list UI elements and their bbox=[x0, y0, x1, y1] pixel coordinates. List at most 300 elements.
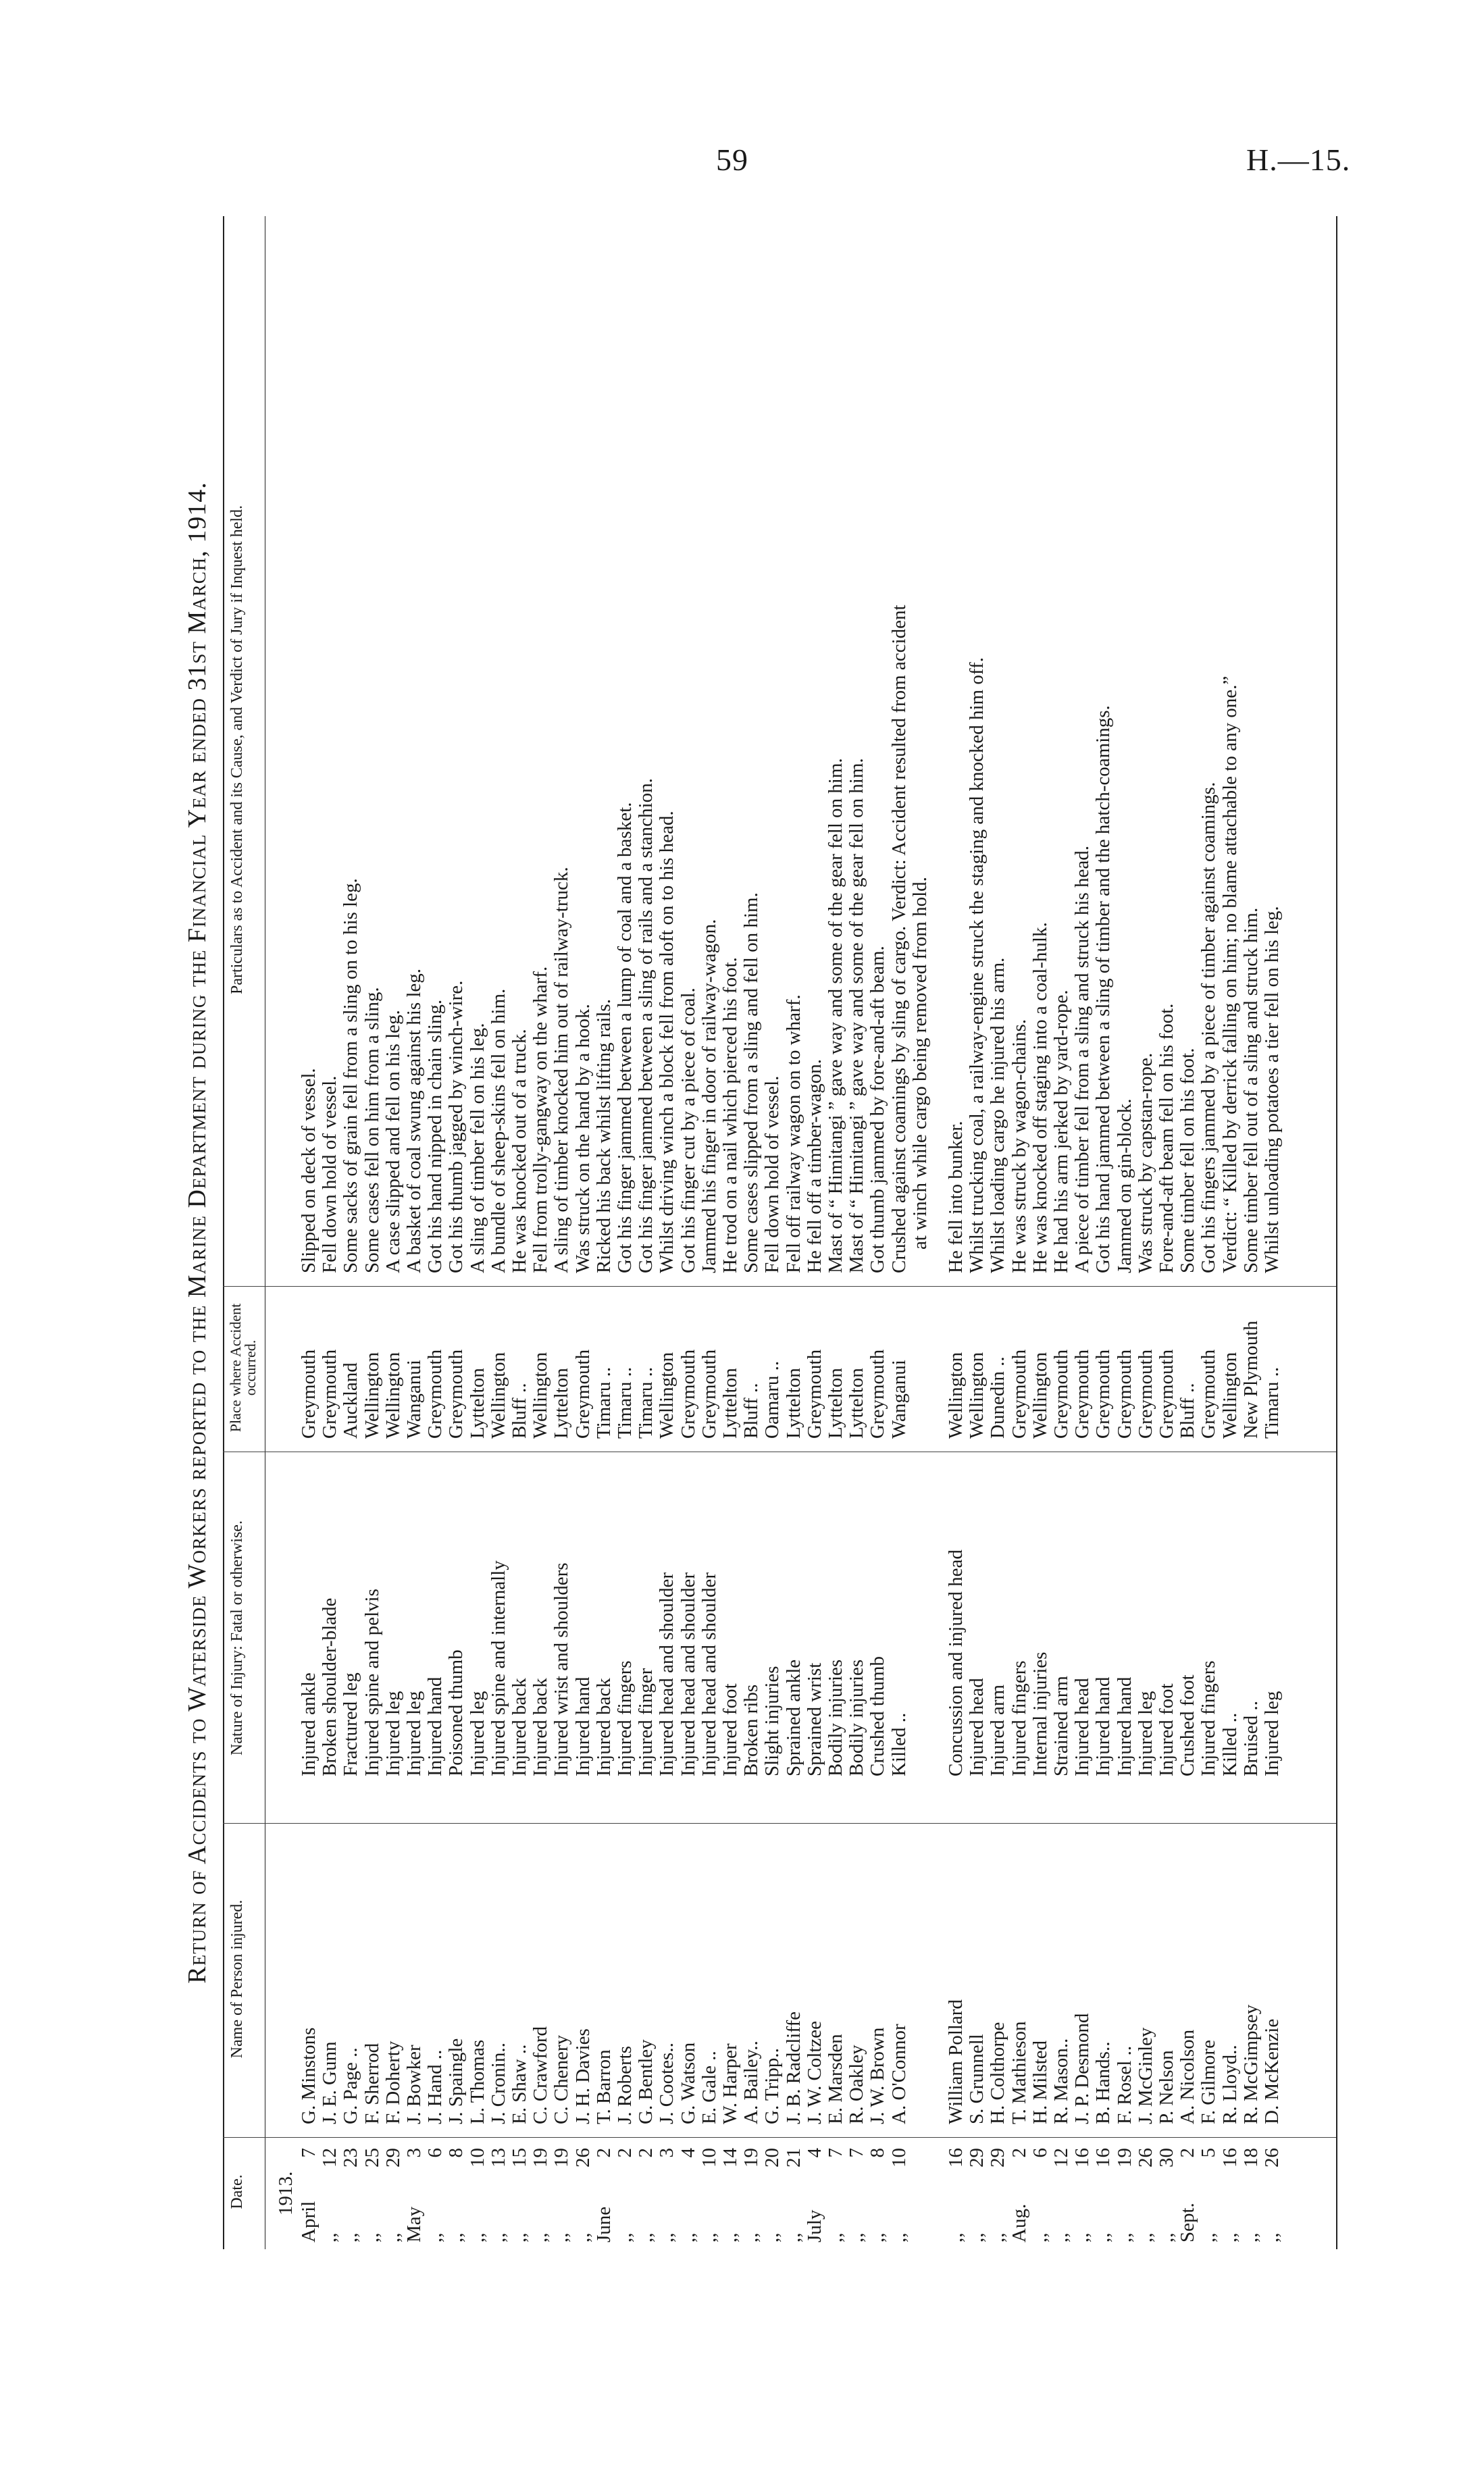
accident-particulars: Fell down hold of vessel. bbox=[319, 1075, 341, 1273]
date-month: ,, bbox=[761, 2232, 784, 2242]
accident-place: Lyttelton bbox=[782, 1368, 804, 1439]
accident-particulars: Fore-and-aft beam fell on his foot. bbox=[1156, 1003, 1177, 1273]
accident-place: Greymouth bbox=[571, 1349, 594, 1439]
person-name: J. H. Davies bbox=[571, 2028, 594, 2124]
date-month: ,, bbox=[966, 2232, 988, 2242]
table-top-rule bbox=[223, 216, 224, 2249]
date-day: 2 bbox=[614, 2148, 636, 2158]
person-name: R. McGimpsey bbox=[1239, 2004, 1262, 2124]
year-label: 1913. bbox=[275, 2171, 297, 2215]
accident-particulars: Got his hand jammed between a sling of timber and the hatch-coamings. bbox=[1092, 705, 1115, 1273]
accident-place: Greymouth bbox=[1092, 1349, 1115, 1439]
person-name: E. Shaw .. bbox=[509, 2044, 530, 2124]
date-day: 20 bbox=[761, 2148, 784, 2167]
date-month: ,, bbox=[1156, 2232, 1177, 2242]
table-row bbox=[509, 216, 530, 2249]
injury-nature: Injured foot bbox=[1156, 1683, 1177, 1776]
accident-place: Oamaru .. bbox=[761, 1360, 784, 1439]
table-row bbox=[1198, 216, 1219, 2249]
date-day: 26 bbox=[571, 2148, 594, 2167]
date-month: ,, bbox=[509, 2232, 530, 2242]
accident-place: Greymouth bbox=[677, 1349, 699, 1439]
table-row bbox=[1030, 216, 1051, 2249]
injury-nature: Injured foot bbox=[719, 1683, 741, 1776]
table-row bbox=[699, 216, 720, 2249]
person-name: R. Mason.. bbox=[1050, 2038, 1072, 2124]
table-row bbox=[720, 216, 741, 2249]
table-row bbox=[425, 216, 446, 2249]
date-day: 2 bbox=[635, 2148, 657, 2158]
person-name: J. P. Desmond bbox=[1071, 2013, 1094, 2124]
table-row bbox=[1177, 216, 1198, 2249]
injury-nature: Injured arm bbox=[987, 1684, 1009, 1776]
accident-place: Greymouth bbox=[803, 1349, 825, 1439]
date-day: 29 bbox=[966, 2148, 988, 2167]
person-name: C. Chenery bbox=[551, 2034, 573, 2124]
injury-nature: Injured fingers bbox=[1008, 1660, 1030, 1776]
table-row bbox=[1051, 216, 1072, 2249]
date-month: Aug. bbox=[1008, 2203, 1030, 2242]
accident-particulars: Some cases slipped from a sling and fell on him. bbox=[740, 892, 763, 1273]
column-header-date: Date. bbox=[228, 2174, 246, 2209]
person-name: D. McKenzie bbox=[1261, 2018, 1283, 2124]
injury-nature: Internal injuries bbox=[1029, 1651, 1051, 1776]
accident-return-table bbox=[182, 216, 1351, 2249]
table-row bbox=[636, 216, 657, 2249]
accident-particulars: Slipped on deck of vessel. bbox=[298, 1068, 319, 1273]
table-row bbox=[1072, 216, 1093, 2249]
person-name: J. Spaingle bbox=[445, 2038, 467, 2124]
accident-place: Greymouth bbox=[445, 1349, 467, 1439]
accident-particulars: Fell from trolly-gangway on the wharf. bbox=[530, 966, 552, 1273]
accident-particulars: Mast of “ Himitangi ” gave way and some of the gear fell on him. bbox=[825, 758, 846, 1273]
table-row bbox=[1009, 216, 1030, 2249]
accident-place: Bluff .. bbox=[509, 1383, 530, 1439]
accident-particulars: Some sacks of grain fell from a sling on to his leg. bbox=[340, 878, 362, 1273]
date-month: ,, bbox=[1071, 2232, 1094, 2242]
table-row bbox=[988, 216, 1008, 2249]
accident-place: Lyttelton bbox=[466, 1368, 488, 1439]
page-reference: H.—15. bbox=[1246, 143, 1351, 177]
injury-nature: Injured back bbox=[530, 1678, 552, 1776]
accident-particulars: Got his finger jammed between a lump of coal and a basket. bbox=[614, 802, 636, 1273]
accident-particulars: Whilst loading cargo he injured his arm. bbox=[987, 957, 1009, 1273]
accident-particulars: He trod on a nail which pierced his foot. bbox=[719, 957, 741, 1273]
accident-particulars: Whilst trucking coal, a railway-engine struck the staging and knocked him off. bbox=[966, 657, 988, 1273]
injury-nature: Slight injuries bbox=[761, 1666, 784, 1776]
table-row bbox=[1115, 216, 1135, 2249]
date-month: ,, bbox=[656, 2232, 678, 2242]
date-month: ,, bbox=[1113, 2232, 1135, 2242]
person-name: J. Hand .. bbox=[424, 2049, 446, 2124]
person-name: J. Cootes.. bbox=[656, 2043, 678, 2124]
injury-nature: Injured hand bbox=[424, 1676, 446, 1776]
date-month: ,, bbox=[740, 2232, 763, 2242]
column-header-place: Place where Accident occurred. bbox=[227, 1303, 259, 1433]
table-title: Return of Accidents to Waterside Workers reported to the Marine Department during the Financial Year ended 31st March, 1914. bbox=[183, 482, 211, 1984]
date-month: April bbox=[298, 2201, 319, 2242]
date-month: ,, bbox=[846, 2232, 868, 2242]
person-name: J. Roberts bbox=[614, 2046, 636, 2124]
date-day: 4 bbox=[677, 2148, 699, 2158]
accident-particulars: He had his arm jerked by yard-rope. bbox=[1050, 990, 1072, 1273]
table-row bbox=[657, 216, 677, 2249]
injury-nature: Killed .. bbox=[888, 1712, 910, 1776]
date-month: ,, bbox=[361, 2232, 383, 2242]
accident-place: Greymouth bbox=[319, 1349, 341, 1439]
date-day: 8 bbox=[445, 2148, 467, 2158]
person-name: J. Bowker bbox=[403, 2045, 425, 2124]
date-day: 10 bbox=[466, 2148, 488, 2167]
person-name: P. Nelson bbox=[1156, 2050, 1177, 2124]
date-day: 12 bbox=[1050, 2148, 1072, 2167]
accident-particulars: A sling of timber fell on his leg. bbox=[466, 1023, 488, 1273]
table-row bbox=[946, 216, 967, 2249]
injury-nature: Sprained ankle bbox=[782, 1659, 804, 1776]
table-row bbox=[1262, 216, 1283, 2249]
injury-nature: Injured head and shoulder bbox=[698, 1572, 720, 1776]
table-row bbox=[573, 216, 594, 2249]
date-month: ,, bbox=[867, 2232, 889, 2242]
injury-nature: Injured leg bbox=[466, 1691, 488, 1776]
date-day: 10 bbox=[698, 2148, 720, 2167]
date-month: ,, bbox=[551, 2232, 573, 2242]
date-day: 7 bbox=[825, 2148, 846, 2158]
date-day: 16 bbox=[1071, 2148, 1094, 2167]
accident-place: Greymouth bbox=[1113, 1349, 1135, 1439]
date-day: 15 bbox=[509, 2148, 530, 2167]
table-row bbox=[762, 216, 783, 2249]
date-month: ,, bbox=[1050, 2232, 1072, 2242]
person-name: G. Bentley bbox=[635, 2039, 657, 2124]
date-month: ,, bbox=[945, 2232, 967, 2242]
table-row bbox=[299, 216, 319, 2249]
table-row bbox=[846, 216, 867, 2249]
accident-particulars: Mast of “ Himitangi ” gave way and some of the gear fell on him. bbox=[846, 758, 868, 1273]
date-month: ,, bbox=[888, 2232, 910, 2242]
injury-nature: Injured back bbox=[509, 1678, 530, 1776]
table-row bbox=[404, 216, 425, 2249]
column-header-particulars: Particulars as to Accident and its Cause, and Verdict of Jury if Inquest held. bbox=[228, 505, 246, 995]
person-name: F. Gilmore bbox=[1198, 2040, 1220, 2124]
date-month: ,, bbox=[1261, 2232, 1283, 2242]
accident-place: Timaru .. bbox=[635, 1366, 657, 1439]
date-month: ,, bbox=[698, 2232, 720, 2242]
accident-particulars: He fell off a timber-wagon. bbox=[803, 1059, 825, 1273]
table-bottom-rule bbox=[1336, 216, 1337, 2249]
injury-nature: Crushed foot bbox=[1177, 1674, 1199, 1776]
accident-place: Wellington bbox=[487, 1352, 509, 1439]
person-name: J. Cronin.. bbox=[487, 2043, 509, 2124]
person-name: R. Oakley bbox=[846, 2045, 868, 2124]
date-month: June bbox=[592, 2206, 615, 2242]
accident-place: Lyttelton bbox=[551, 1368, 573, 1439]
accident-particulars: Verdict: “ Killed by derrick falling on him; no blame attachable to any one.” bbox=[1219, 675, 1241, 1273]
accident-particulars: A basket of coal swung against his leg. bbox=[403, 968, 425, 1273]
injury-nature: Fractured leg bbox=[340, 1672, 362, 1776]
date-month: Sept. bbox=[1177, 2203, 1199, 2242]
date-month: ,, bbox=[445, 2232, 467, 2242]
accident-place: Greymouth bbox=[1008, 1349, 1030, 1439]
person-name: A. Bailey.. bbox=[740, 2041, 763, 2124]
injury-nature: Bodily injuries bbox=[846, 1659, 868, 1776]
accident-particulars: A piece of timber fell from a sling and struck his head. bbox=[1071, 846, 1094, 1273]
date-month: ,, bbox=[1134, 2232, 1156, 2242]
date-month: ,, bbox=[635, 2232, 657, 2242]
date-day: 10 bbox=[888, 2148, 910, 2167]
person-name: S. Grunnell bbox=[966, 2034, 988, 2124]
person-name: H. Milsted bbox=[1029, 2040, 1051, 2124]
injury-nature: Injured hand bbox=[571, 1676, 594, 1776]
injury-nature: Injured head and shoulder bbox=[656, 1572, 678, 1776]
accident-particulars: Fell down hold of vessel. bbox=[761, 1075, 784, 1273]
accident-particulars: Crushed against coamings by sling of cargo. Verdict: Accident resulted from accident bbox=[888, 605, 910, 1273]
date-month: ,, bbox=[319, 2232, 341, 2242]
accident-particulars: Fell off railway wagon on to wharf. bbox=[782, 994, 804, 1273]
table-row bbox=[340, 216, 361, 2249]
accident-place: Timaru .. bbox=[1261, 1366, 1283, 1439]
injury-nature: Injured hand bbox=[1113, 1676, 1135, 1776]
table-row bbox=[446, 216, 467, 2249]
person-name: G. Minstons bbox=[298, 2027, 319, 2124]
injury-nature: Sprained wrist bbox=[803, 1662, 825, 1776]
date-month: ,, bbox=[1092, 2232, 1115, 2242]
column-header-injury: Nature of Injury: Fatal or otherwise. bbox=[228, 1520, 246, 1755]
accident-particulars: Some cases fell on him from a sling. bbox=[361, 987, 383, 1273]
injury-nature: Injured hand bbox=[1092, 1676, 1115, 1776]
table-row bbox=[467, 216, 488, 2249]
date-day: 26 bbox=[1261, 2148, 1283, 2167]
accident-place: Wellington bbox=[945, 1352, 967, 1439]
table-row bbox=[551, 216, 572, 2249]
accident-place: New Plymouth bbox=[1239, 1320, 1262, 1439]
injury-nature: Injured head and shoulder bbox=[677, 1572, 699, 1776]
person-name: J. E. Gunn bbox=[319, 2041, 341, 2124]
injury-nature: Broken shoulder-blade bbox=[319, 1597, 341, 1776]
injury-nature: Concussion and injured head bbox=[945, 1549, 967, 1776]
accident-particulars: Ricked his back whilst lifting rails. bbox=[592, 999, 615, 1273]
date-month: ,, bbox=[571, 2232, 594, 2242]
date-month: ,, bbox=[340, 2232, 362, 2242]
table-row bbox=[1135, 216, 1156, 2249]
table-row bbox=[362, 216, 383, 2249]
accident-place: Greymouth bbox=[1050, 1349, 1072, 1439]
date-day: 21 bbox=[782, 2148, 804, 2167]
injury-nature: Bodily injuries bbox=[825, 1659, 846, 1776]
accident-place: Wanganui bbox=[888, 1360, 910, 1439]
accident-place: Auckland bbox=[340, 1362, 362, 1439]
person-name: A. Nicolson bbox=[1177, 2029, 1199, 2124]
date-day: 6 bbox=[1029, 2148, 1051, 2158]
date-month: ,, bbox=[487, 2232, 509, 2242]
table-row bbox=[889, 216, 910, 2249]
date-month: May bbox=[403, 2206, 425, 2242]
date-month: ,, bbox=[987, 2232, 1009, 2242]
person-name: T. Barron bbox=[592, 2049, 615, 2124]
date-day: 30 bbox=[1156, 2148, 1177, 2167]
accident-place: Wellington bbox=[1029, 1352, 1051, 1439]
date-month: ,, bbox=[424, 2232, 446, 2242]
injury-nature: Injured spine and pelvis bbox=[361, 1589, 383, 1776]
accident-place: Greymouth bbox=[424, 1349, 446, 1439]
accident-particulars: He was struck by wagon-chains. bbox=[1008, 1019, 1030, 1273]
accident-place: Timaru .. bbox=[614, 1366, 636, 1439]
accident-particulars: Jammed his finger in door of railway-wagon. bbox=[698, 919, 720, 1273]
person-name: F. Doherty bbox=[382, 2041, 404, 2124]
accident-particulars: Jammed on gin-block. bbox=[1113, 1098, 1135, 1273]
accident-place: Lyttelton bbox=[825, 1368, 846, 1439]
table-row bbox=[383, 216, 404, 2249]
injury-nature: Injured fingers bbox=[614, 1660, 636, 1776]
injury-nature: Killed .. bbox=[1219, 1712, 1241, 1776]
accident-particulars: Got his finger cut by a piece of coal. bbox=[677, 987, 699, 1273]
accident-particulars: He was knocked out of a truck. bbox=[509, 1029, 530, 1273]
accident-place: Wellington bbox=[530, 1352, 552, 1439]
table-row bbox=[488, 216, 509, 2249]
person-name: G. Watson bbox=[677, 2042, 699, 2124]
date-day: 16 bbox=[1219, 2148, 1241, 2167]
person-name: F. Rosel .. bbox=[1113, 2045, 1135, 2124]
date-day: 25 bbox=[361, 2148, 383, 2167]
accident-place: Wellington bbox=[1219, 1352, 1241, 1439]
table-row bbox=[1241, 216, 1262, 2249]
injury-nature: Injured wrist and shoulders bbox=[551, 1562, 573, 1776]
person-name: J. W. Brown bbox=[867, 2027, 889, 2124]
date-day: 14 bbox=[719, 2148, 741, 2167]
injury-nature: Injured fingers bbox=[1198, 1660, 1220, 1776]
injury-nature: Poisoned thumb bbox=[445, 1649, 467, 1776]
table-grid bbox=[223, 216, 1337, 2249]
person-name: F. Sherrod bbox=[361, 2043, 383, 2124]
accident-place: Greymouth bbox=[867, 1349, 889, 1439]
table-row bbox=[1093, 216, 1114, 2249]
date-month: ,, bbox=[1219, 2232, 1241, 2242]
person-name: J. W. Coltzee bbox=[803, 2020, 825, 2124]
date-month: ,, bbox=[382, 2232, 404, 2242]
table-row bbox=[319, 216, 340, 2249]
accident-place: Bluff .. bbox=[740, 1383, 763, 1439]
date-day: 16 bbox=[945, 2148, 967, 2167]
date-day: 7 bbox=[846, 2148, 868, 2158]
person-name: B. Hands.. bbox=[1092, 2041, 1115, 2124]
accident-place: Lyttelton bbox=[846, 1368, 868, 1439]
accident-place: Wellington bbox=[361, 1352, 383, 1439]
table-row bbox=[615, 216, 636, 2249]
injury-nature: Injured ankle bbox=[298, 1672, 319, 1776]
table-row bbox=[825, 216, 846, 2249]
accident-particulars: He was knocked off staging into a coal-hulk. bbox=[1029, 922, 1051, 1273]
person-name: J. McGinley bbox=[1134, 2027, 1156, 2124]
injury-nature: Strained arm bbox=[1050, 1676, 1072, 1776]
injury-nature: Injured spine and internally bbox=[487, 1560, 509, 1776]
date-month: ,, bbox=[1239, 2232, 1262, 2242]
accident-place: Greymouth bbox=[1198, 1349, 1220, 1439]
date-day: 26 bbox=[1134, 2148, 1156, 2167]
table-row bbox=[678, 216, 699, 2249]
person-name: J. B. Radcliffe bbox=[782, 2011, 804, 2124]
injury-nature: Injured leg bbox=[1261, 1691, 1283, 1776]
person-name: G. Page .. bbox=[340, 2047, 362, 2124]
date-day: 3 bbox=[656, 2148, 678, 2158]
accident-particulars: Got his hand nipped in chain sling. bbox=[424, 999, 446, 1273]
accident-place: Greymouth bbox=[298, 1349, 319, 1439]
person-name: E. Marsden bbox=[825, 2034, 846, 2124]
accident-particulars: Whilst driving winch a block fell from aloft on to his head. bbox=[656, 811, 678, 1273]
accident-particulars: A case slipped and fell on his leg. bbox=[382, 1010, 404, 1273]
date-day: 19 bbox=[1113, 2148, 1135, 2167]
injury-nature: Injured head bbox=[1071, 1678, 1094, 1776]
accident-particulars: Got thumb jammed by fore-and-aft beam. bbox=[867, 946, 889, 1273]
date-day: 13 bbox=[487, 2148, 509, 2167]
accident-place: Wellington bbox=[382, 1352, 404, 1439]
person-name: C. Crawford bbox=[530, 2026, 552, 2124]
accident-place: Greymouth bbox=[1156, 1349, 1177, 1439]
year-row bbox=[276, 216, 297, 2249]
table-row bbox=[594, 216, 615, 2249]
table-row bbox=[741, 216, 762, 2249]
accident-particulars: at winch while cargo being removed from hold. bbox=[909, 877, 931, 1250]
date-day: 12 bbox=[319, 2148, 341, 2167]
accident-particulars: A sling of timber knocked him out of railway-truck. bbox=[551, 867, 573, 1273]
injury-nature: Injured leg bbox=[403, 1691, 425, 1776]
injury-nature: Injured finger bbox=[635, 1668, 657, 1776]
date-day: 29 bbox=[987, 2148, 1009, 2167]
date-month: ,, bbox=[1029, 2232, 1051, 2242]
date-month: ,, bbox=[825, 2232, 846, 2242]
date-day: 5 bbox=[1198, 2148, 1220, 2158]
date-day: 8 bbox=[867, 2148, 889, 2158]
accident-place: Wanganui bbox=[403, 1360, 425, 1439]
injury-nature: Broken ribs bbox=[740, 1684, 763, 1776]
table-row bbox=[784, 216, 804, 2249]
accident-place: Timaru .. bbox=[592, 1366, 615, 1439]
date-day: 4 bbox=[803, 2148, 825, 2158]
person-name: G. Tripp.. bbox=[761, 2048, 784, 2124]
date-day: 16 bbox=[1092, 2148, 1115, 2167]
accident-place: Greymouth bbox=[1071, 1349, 1094, 1439]
date-month: ,, bbox=[614, 2232, 636, 2242]
table-row bbox=[530, 216, 551, 2249]
accident-particulars: A bundle of sheep-skins fell on him. bbox=[487, 988, 509, 1273]
date-day: 6 bbox=[424, 2148, 446, 2158]
accident-place: Wellington bbox=[966, 1352, 988, 1439]
accident-particulars: Whilst unloading potatoes a tier fell on his leg. bbox=[1261, 906, 1283, 1273]
accident-place: Lyttelton bbox=[719, 1368, 741, 1439]
accident-particulars: Was struck by capstan-rope. bbox=[1134, 1052, 1156, 1273]
date-month: ,, bbox=[530, 2232, 552, 2242]
date-day: 7 bbox=[298, 2148, 319, 2158]
date-month: ,, bbox=[719, 2232, 741, 2242]
injury-nature: Injured leg bbox=[382, 1691, 404, 1776]
date-day: 18 bbox=[1239, 2148, 1262, 2167]
page-number: 59 bbox=[716, 143, 748, 177]
date-day: 19 bbox=[551, 2148, 573, 2167]
injury-nature: Crushed thumb bbox=[867, 1656, 889, 1776]
date-day: 2 bbox=[1008, 2148, 1030, 2158]
accident-place: Wellington bbox=[656, 1352, 678, 1439]
table-row bbox=[910, 216, 931, 2249]
table-row bbox=[804, 216, 825, 2249]
date-month: July bbox=[803, 2209, 825, 2242]
accident-particulars: Some timber fell out of a sling and struck him. bbox=[1239, 907, 1262, 1273]
person-name: L. Thomas bbox=[466, 2039, 488, 2124]
accident-particulars: Some timber fell on his foot. bbox=[1177, 1048, 1199, 1273]
date-month: ,, bbox=[677, 2232, 699, 2242]
date-month: ,, bbox=[466, 2232, 488, 2242]
injury-nature: Bruised .. bbox=[1239, 1701, 1262, 1776]
date-month: ,, bbox=[782, 2232, 804, 2242]
date-day: 2 bbox=[592, 2148, 615, 2158]
